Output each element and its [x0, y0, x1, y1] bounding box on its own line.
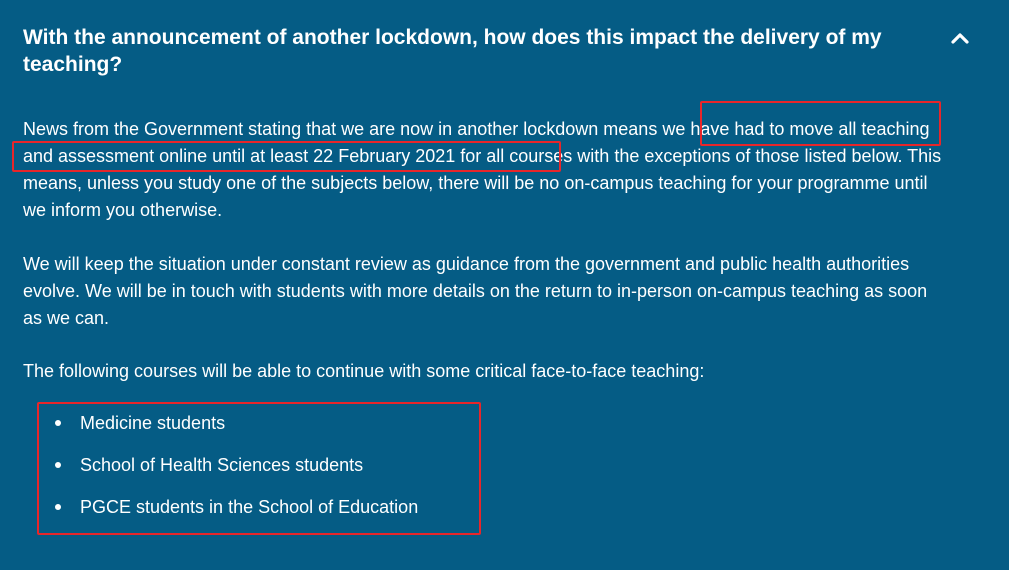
chevron-up-icon: [946, 26, 974, 50]
answer-paragraph-courses-intro: The following courses will be able to continue with some critical face-to-face teaching:: [23, 361, 705, 381]
collapse-toggle-button[interactable]: [946, 26, 974, 50]
exception-courses-list: [23, 408, 418, 534]
course-label: PGCE students in the School of Education: [80, 497, 419, 517]
list-item: [23, 450, 418, 492]
answer-paragraph-review: We will keep the situation under constant review as guidance from the government and public health authorities evolve. We will be in touch with students with more details on the return to in-person on-campus teaching as soon as we can.: [23, 254, 928, 328]
list-item: [23, 492, 418, 534]
bullet-icon: [55, 462, 61, 468]
course-label: Medicine students: [80, 413, 226, 433]
answer-paragraph-lockdown: News from the Government stating that we are now in another lockdown means we have had to move all teaching and assessment online until at least 22 February 2021 for all courses with the exceptions of those listed below. This means, unless you study one of the subjects below, there will be no on-campus teaching for your programme until we inform you otherwise.: [23, 119, 942, 220]
list-item: [23, 408, 418, 450]
bullet-icon: [55, 420, 61, 426]
bullet-icon: [55, 504, 61, 510]
faq-question-heading[interactable]: With the announcement of another lockdown, how does this impact the delivery of my teaching?: [23, 26, 882, 76]
course-label: School of Health Sciences students: [80, 455, 364, 475]
